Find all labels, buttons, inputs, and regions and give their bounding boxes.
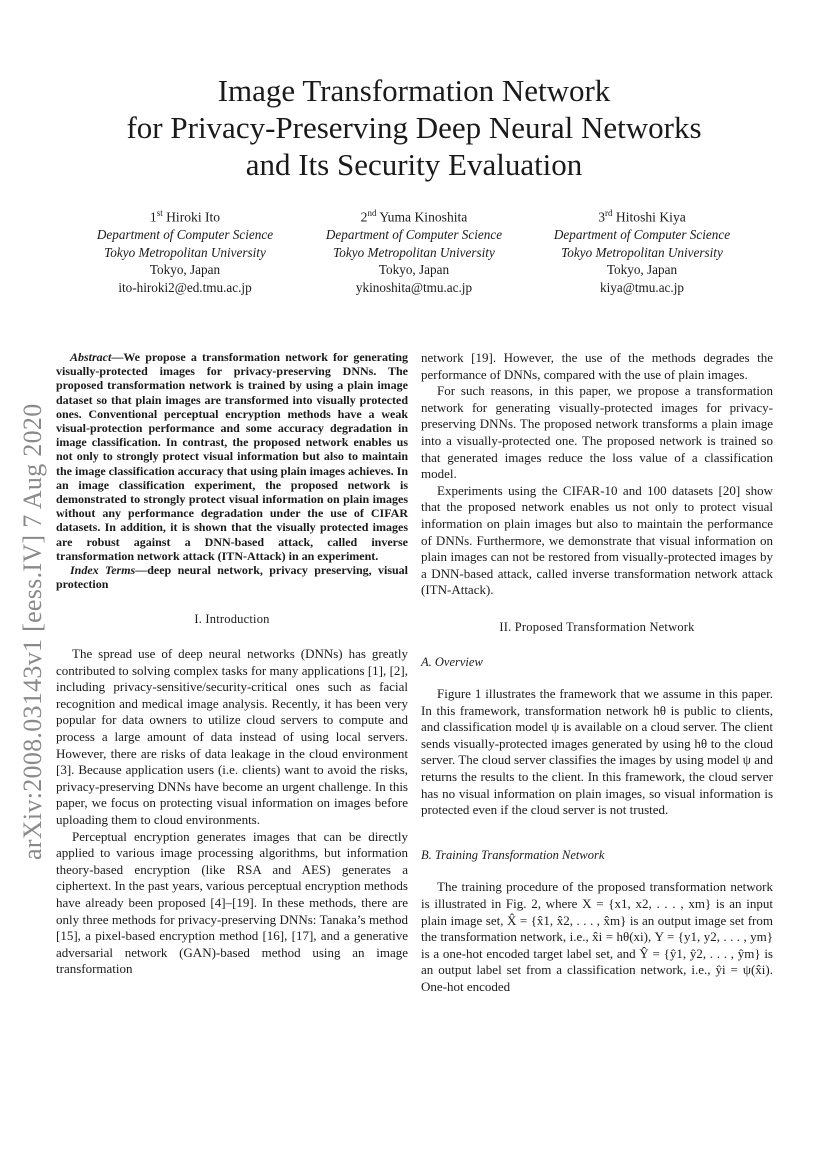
- subsection-heading-training: B. Training Transformation Network: [421, 847, 605, 862]
- author-location: Tokyo, Japan: [606, 262, 678, 278]
- author-ordinal: 3: [598, 209, 606, 225]
- author-univ: Tokyo Metropolitan University: [333, 244, 495, 260]
- author-dept: Department of Computer Science: [325, 227, 503, 243]
- abstract-label: Abstract: [70, 350, 112, 364]
- paper-title: [60, 72, 768, 183]
- author-email[interactable]: ykinoshita@tmu.ac.jp: [355, 279, 473, 295]
- spacer: [421, 819, 773, 839]
- author-dept: Department of Computer Science: [553, 227, 731, 243]
- abstract: [56, 350, 408, 563]
- author-ordinal-sup: st: [156, 208, 163, 218]
- author-ordinal: 2: [360, 209, 368, 225]
- title-line-3: and Its Security Evaluation: [245, 147, 583, 182]
- author-name: Hitoshi Kiya: [615, 209, 686, 225]
- author-location: Tokyo, Japan: [378, 262, 450, 278]
- subsection-heading-overview: A. Overview: [421, 654, 483, 669]
- author-name: Yuma Kinoshita: [379, 209, 468, 225]
- author-name: Hiroki Ito: [166, 209, 221, 225]
- author-univ: Tokyo Metropolitan University: [561, 244, 723, 260]
- author-ordinal-sup: rd: [605, 208, 613, 218]
- overview-paragraph: Figure 1 illustrates the framework that we assume in this paper. In this framework, transformation network hθ is public to clients, and classification model ψ is available on a cloud server. The client sends visually-protected images generated by using hθ to the cloud server. The cloud server classifies the images by using model ψ and returns the results to the client. In this framework, the cloud server has no visual information on plain images, so visual information is protected even if the cloud server is not trusted.: [421, 686, 773, 818]
- intro-paragraph-2: Perceptual encryption generates images that can be directly applied to various image processing algorithms, but information theory-based encryption (like RSA and AES) generates a ciphertext. In the past years, various perceptual encryption methods have already been proposed [4]–[19]. In these methods, there are only three methods for privacy-preserving DNNs: Tanaka’s method [15], a pixel-based encryption method [16], [17], and a generative adversarial network (GAN)-based method using an image transformation: [56, 828, 408, 977]
- author-dept: Department of Computer Science: [96, 227, 274, 243]
- author-univ: Tokyo Metropolitan University: [104, 244, 266, 260]
- intro-paragraph-1: The spread use of deep neural networks (DNNs) has greatly contributed to solving complex tasks for many applications [1], [2], including privacy-sensitive/security-critical ones such as facial recognition and medical image analysis. Recently, it has been very popular for data owners to utilize cloud servers to compute and process a large amount of data instead of using local servers. However, there are risks of data leakage in the cloud environment [3]. Because application users (i.e. clients) want to avoid the risks, privacy-preserving DNNs have become an urgent challenge. In this paper, we focus on protecting visual information on images before uploading them to cloud environments.: [56, 646, 408, 827]
- intro-paragraph-5: Experiments using the CIFAR-10 and 100 datasets [20] show that the proposed network enables us not only to protect visual information on plain images but also to maintain the performance of DNNs. Furthermore, we demonstrate that visual information on plain images can not be restored from visually-protected images by a DNN-based attack, called inverse transformation network attack (ITN-Attack).: [421, 482, 773, 598]
- intro-paragraph-4: For such reasons, in this paper, we propose a transformation network for generating visually-protected images for privacy-preserving DNNs. The proposed network transforms a plain image into a visually-protected one. The proposed network is trained so that generated images reduce the loss value of a classification model.: [421, 383, 773, 482]
- left-column: [56, 350, 408, 978]
- author-block-1: [70, 205, 300, 297]
- author-email[interactable]: kiya@tmu.ac.jp: [600, 279, 684, 295]
- right-column: [421, 350, 773, 996]
- index-terms-text: —deep neural network, privacy preserving, visual protection: [56, 563, 408, 592]
- author-ordinal-sup: nd: [367, 208, 377, 218]
- section-heading-proposed: II. Proposed Transformation Network: [499, 619, 695, 634]
- abstract-text: —We propose a transformation network for generating visually-protected images for privacy-preserving DNNs. The proposed transformation network is trained by using a plain image dataset so that plain images are transformed into visually protected ones. Conventional perceptual encryption methods have a weak visual-protection performance and some accuracy degradation in image classification. In contrast, the proposed network enables us not only to strongly protect visual information but also to maintain the image classification accuracy that using plain images achieves. In an image classification experiment, the proposed network is demonstrated to strongly protect visual information on plain images without any performance degradation under the use of CIFAR datasets. In addition, it is shown that the visually protected images are robust against a DNN-based attack, called inverse transformation network attack (ITN-Attack) in an experiment.: [56, 350, 408, 563]
- author-block-3: [527, 205, 757, 297]
- arxiv-stamp[interactable]: arXiv:2008.03143v1 [eess.IV] 7 Aug 2020: [18, 403, 47, 860]
- author-email[interactable]: ito-hiroki2@ed.tmu.ac.jp: [118, 279, 252, 295]
- title-line-1: Image Transformation Network: [217, 73, 611, 108]
- author-ordinal: 1: [149, 209, 157, 225]
- intro-paragraph-3: network [19]. However, the use of the methods degrades the performance of DNNs, compared with the use of plain images.: [421, 350, 773, 382]
- training-paragraph: The training procedure of the proposed transformation network is illustrated in Fig. 2, where X = {x1, x2, . . . , xm} is an input plain image set, X̂ = {x̂1, x̂2, . . . , x̂m} is an output image set from the transformation network, i.e., x̂i = hθ(xi), Y = {y1, y2, . . . , ym} is a one-hot encoded target label set, and Ŷ = {ŷ1, ŷ2, . . . , ŷm} is an output label set from a classification network, i.e., ŷi = ψ(x̂i). One-hot encoded: [421, 879, 773, 994]
- index-terms: [56, 563, 408, 591]
- index-terms-label: Index Terms: [70, 563, 136, 578]
- title-line-2: for Privacy-Preserving Deep Neural Networks: [126, 110, 702, 145]
- section-heading-introduction: I. Introduction: [194, 612, 270, 627]
- author-block-2: [299, 205, 529, 297]
- author-location: Tokyo, Japan: [149, 262, 221, 278]
